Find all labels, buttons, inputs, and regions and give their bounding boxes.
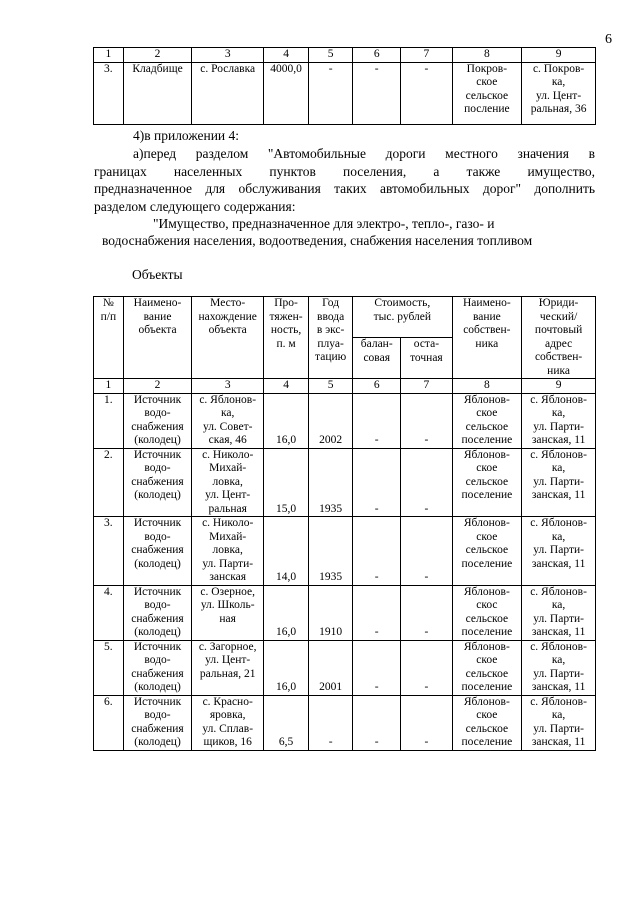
top-cell-rest: - <box>401 62 452 124</box>
cell-bal: - <box>353 640 401 695</box>
header-cost <box>353 297 452 338</box>
line: скос <box>476 599 498 611</box>
line: Источник <box>133 695 182 708</box>
table-row <box>94 585 596 640</box>
line: щиков, 16 <box>203 736 252 748</box>
col-number: 8 <box>452 379 522 394</box>
table-row <box>94 517 596 586</box>
top-col-2: 2 <box>123 48 192 63</box>
line: вание <box>143 310 172 323</box>
table-row <box>94 448 596 517</box>
line: ка, <box>220 407 235 419</box>
line: Источник <box>133 585 182 598</box>
table-row <box>94 640 596 695</box>
top-cell-owner <box>452 62 522 124</box>
line: ское <box>476 76 498 88</box>
line: снабжения <box>131 722 184 735</box>
cell-year: 1935 <box>309 517 353 586</box>
line: водо- <box>144 462 171 474</box>
line: сельское <box>465 475 509 488</box>
header-rest <box>401 338 452 379</box>
para-a-line-1: а)перед разделом "Автомобильные дороги местного значения в <box>133 146 595 161</box>
line: снабжения <box>131 612 184 625</box>
para-a-line-3: предназначенное для обслуживания таких автомобильных дорог" дополнить <box>94 181 595 196</box>
line: с. Яблонов- <box>530 640 587 653</box>
top-table-row <box>94 62 596 124</box>
line: сельское <box>465 612 509 625</box>
line: Про- <box>274 297 298 309</box>
top-cell-n: 3. <box>94 62 124 124</box>
page-number: 6 <box>605 32 612 47</box>
line: ул. Парти- <box>533 667 584 680</box>
header-bal <box>353 338 401 379</box>
cell-address <box>522 585 596 640</box>
line: Михай- <box>209 530 247 543</box>
cell-year: - <box>309 695 353 750</box>
line: ная <box>219 612 236 625</box>
line: ул. Парти- <box>533 420 584 433</box>
line: Стоимость, <box>374 297 431 309</box>
line: занская, 11 <box>531 626 586 638</box>
line: Юриди- <box>538 297 579 309</box>
line: вание <box>472 310 501 323</box>
cell-length: 16,0 <box>264 585 309 640</box>
line: занская, 11 <box>531 681 586 693</box>
cell-n: 5. <box>94 640 124 695</box>
top-cell-name: Кладбище <box>123 62 192 124</box>
cell-bal: - <box>353 517 401 586</box>
cell-name <box>123 517 192 586</box>
cell-address <box>522 448 596 517</box>
cell-year: 2002 <box>309 393 353 448</box>
line: собствен- <box>463 324 511 336</box>
top-col-4: 4 <box>264 48 309 63</box>
line: водо- <box>144 709 171 721</box>
line: ское <box>476 709 498 721</box>
line: поселение <box>461 736 513 748</box>
line: совая <box>363 351 390 364</box>
cell-rest: - <box>401 640 452 695</box>
line: с. Яблонов- <box>530 585 587 598</box>
line: поселение <box>461 626 513 638</box>
col-number: 1 <box>94 379 124 394</box>
header-address <box>522 297 596 379</box>
line: с. Красно- <box>202 695 253 708</box>
cell-n: 2. <box>94 448 124 517</box>
line: ность, <box>270 324 302 336</box>
line: сельское <box>465 89 509 102</box>
para-a-line-2: границах населенных пунктов поселения, а также имущество, <box>94 164 595 179</box>
line: ул. Школь- <box>200 599 255 611</box>
line: № <box>102 297 114 309</box>
line: ул. Цент- <box>205 489 251 501</box>
line: с. Загорное, <box>198 640 257 653</box>
col-number: 7 <box>401 379 452 394</box>
line: (колодец) <box>134 681 181 693</box>
line: ка, <box>551 530 566 543</box>
line: Яблонов- <box>463 448 510 461</box>
line: ул. Цент- <box>536 89 582 102</box>
header-n <box>94 297 124 379</box>
cell-name <box>123 393 192 448</box>
cell-bal: - <box>353 393 401 448</box>
col-number: 9 <box>522 379 596 394</box>
line: Яблонов- <box>463 585 510 598</box>
line: посление <box>464 103 510 115</box>
cell-location <box>192 640 264 695</box>
line: ул. Сплав- <box>202 722 254 735</box>
cell-owner <box>452 695 522 750</box>
top-col-6: 6 <box>353 48 401 63</box>
line: ральная, 36 <box>530 103 587 115</box>
line: ул. Парти- <box>533 544 584 556</box>
line: ул. Парти- <box>533 722 584 735</box>
line: ввода <box>317 310 345 323</box>
line: занская, 11 <box>531 434 586 446</box>
cell-location <box>192 448 264 517</box>
line: ральная, 21 <box>199 667 256 680</box>
top-col-1: 1 <box>94 48 124 63</box>
line: ул. Цент- <box>205 654 251 666</box>
top-table-header-row <box>94 48 596 63</box>
top-cell-length: 4000,0 <box>264 62 309 124</box>
cell-name <box>123 448 192 517</box>
line: ловка, <box>212 544 243 556</box>
line: ральная <box>208 502 247 515</box>
cell-length: 14,0 <box>264 517 309 586</box>
cell-owner <box>452 585 522 640</box>
line: оста- <box>413 338 440 350</box>
line: занская, 11 <box>531 557 586 570</box>
cell-location <box>192 585 264 640</box>
line: ка, <box>551 709 566 721</box>
cell-n: 3. <box>94 517 124 586</box>
cell-owner <box>452 448 522 517</box>
top-col-9: 9 <box>522 48 596 63</box>
line: адрес <box>544 337 573 350</box>
line: плуа- <box>317 337 344 350</box>
top-col-7: 7 <box>401 48 452 63</box>
line: ул. Парти- <box>202 557 254 570</box>
line: почтовый <box>534 324 583 336</box>
line: ское <box>476 462 498 474</box>
cell-location <box>192 517 264 586</box>
header-row-1 <box>94 297 596 338</box>
top-cell-year: - <box>309 62 353 124</box>
line: ческий/ <box>539 310 578 323</box>
line: ул. Совет- <box>202 420 253 433</box>
line: (колодец) <box>134 489 181 501</box>
line: ка, <box>551 462 566 474</box>
line: в экс- <box>316 324 345 336</box>
line: с. Николо- <box>202 517 254 529</box>
table-row <box>94 393 596 448</box>
cell-year: 1935 <box>309 448 353 517</box>
line: Яблонов- <box>463 640 510 653</box>
item-4: 4)в приложении 4: <box>133 128 240 143</box>
cell-rest: - <box>401 393 452 448</box>
cell-name <box>123 585 192 640</box>
line: нахождение <box>198 310 257 323</box>
line: Год <box>322 297 340 309</box>
line: с. Николо- <box>202 448 254 461</box>
cell-address <box>522 393 596 448</box>
col-number: 2 <box>123 379 192 394</box>
line: ское <box>476 654 498 666</box>
cell-length: 16,0 <box>264 393 309 448</box>
column-numbers-row <box>94 379 596 394</box>
line: ское <box>476 407 498 419</box>
line: тыс. рублей <box>373 310 432 323</box>
top-cell-location: с. Рославка <box>192 62 264 124</box>
cell-n: 1. <box>94 393 124 448</box>
line: водо- <box>144 530 171 543</box>
line: Михай- <box>209 462 247 474</box>
line: сельское <box>465 544 509 556</box>
line: ка, <box>551 407 566 419</box>
line: с. Яблонов- <box>530 393 587 406</box>
cell-rest: - <box>401 695 452 750</box>
line: снабжения <box>131 475 184 488</box>
quote-line-1: "Имущество, предназначенное для электро-, тепло-, газо- и <box>153 216 495 231</box>
line: яровка, <box>209 709 246 721</box>
line: ское <box>476 530 498 543</box>
line: с. Яблонов- <box>199 393 257 406</box>
objects-table <box>93 296 596 751</box>
line: занская <box>209 571 247 583</box>
line: Яблонов- <box>463 393 510 406</box>
line: Наимено- <box>133 297 182 309</box>
cell-n: 6. <box>94 695 124 750</box>
line: объекта <box>208 324 247 336</box>
line: Яблонов- <box>463 517 510 529</box>
table-row <box>94 695 596 750</box>
line: занская, 11 <box>531 736 586 748</box>
line: собствен- <box>534 351 583 363</box>
cell-owner <box>452 640 522 695</box>
line: водо- <box>144 407 171 419</box>
cell-location <box>192 695 264 750</box>
cell-rest: - <box>401 448 452 517</box>
header-year <box>309 297 353 379</box>
line: водо- <box>144 599 171 611</box>
cell-length: 15,0 <box>264 448 309 517</box>
line: Источник <box>133 448 182 461</box>
cell-year: 2001 <box>309 640 353 695</box>
line: поселение <box>461 681 513 693</box>
line: с. Яблонов- <box>530 517 587 529</box>
cell-address <box>522 640 596 695</box>
cell-rest: - <box>401 517 452 586</box>
line: (колодец) <box>134 736 181 748</box>
cell-owner <box>452 393 522 448</box>
line: (колодец) <box>134 557 181 570</box>
objects-heading: Объекты <box>132 267 183 282</box>
table-body <box>94 393 596 750</box>
cell-name <box>123 695 192 750</box>
line: снабжения <box>131 544 184 556</box>
line: Источник <box>133 640 182 653</box>
col-number: 5 <box>309 379 353 394</box>
cell-name <box>123 640 192 695</box>
header-length <box>264 297 309 379</box>
line: ка, <box>551 599 566 611</box>
line: точная <box>410 351 443 364</box>
line: объекта <box>138 324 177 336</box>
line: поселение <box>461 434 513 446</box>
line: снабжения <box>131 667 184 680</box>
line: водо- <box>144 654 171 666</box>
line: п. м <box>276 337 296 350</box>
cell-rest: - <box>401 585 452 640</box>
top-cell-address <box>522 62 596 124</box>
line: (колодец) <box>134 434 181 446</box>
line: сельское <box>465 667 509 680</box>
line: Наимено- <box>463 297 511 309</box>
line: п/п <box>100 310 117 323</box>
line: тацию <box>315 351 347 363</box>
cell-length: 6,5 <box>264 695 309 750</box>
line: поселение <box>461 557 513 570</box>
line: сельское <box>465 420 509 433</box>
header-location <box>192 297 264 379</box>
line: с. Яблонов- <box>530 695 587 708</box>
line: тяжен- <box>269 310 303 323</box>
line: Место- <box>210 297 246 309</box>
line: Покров- <box>466 62 508 75</box>
line: Яблонов- <box>463 695 510 708</box>
top-cell-bal: - <box>353 62 401 124</box>
line: ника <box>547 364 570 377</box>
line: сельское <box>465 722 509 735</box>
cell-location <box>192 393 264 448</box>
line: Источник <box>133 393 182 406</box>
top-col-5: 5 <box>309 48 353 63</box>
cell-n: 4. <box>94 585 124 640</box>
header-name <box>123 297 192 379</box>
cell-bal: - <box>353 448 401 517</box>
line: ловка, <box>212 475 243 488</box>
cell-bal: - <box>353 695 401 750</box>
line: с. Яблонов- <box>530 448 587 461</box>
line: ул. Парти- <box>533 612 584 625</box>
header-owner <box>452 297 522 379</box>
line: (колодец) <box>134 626 181 638</box>
para-a-line-4: разделом следующего содержания: <box>94 199 296 214</box>
cell-bal: - <box>353 585 401 640</box>
line: ка, <box>551 654 566 666</box>
line: ская, 46 <box>208 434 247 446</box>
line: с. Озерное, <box>200 585 255 598</box>
cell-address <box>522 517 596 586</box>
line: с. Покров- <box>532 62 585 75</box>
line: балан- <box>360 338 393 350</box>
col-number: 4 <box>264 379 309 394</box>
col-number: 3 <box>192 379 264 394</box>
cell-length: 16,0 <box>264 640 309 695</box>
line: Источник <box>133 517 182 529</box>
col-number: 6 <box>353 379 401 394</box>
top-col-8: 8 <box>452 48 522 63</box>
quote-line-2: водоснабжения населения, водоотведения, снабжения населения топливом <box>102 233 533 248</box>
line: поселение <box>461 489 513 501</box>
line: снабжения <box>131 420 184 433</box>
line: ника <box>475 337 499 350</box>
line: ка, <box>551 76 566 88</box>
cell-address <box>522 695 596 750</box>
line: ул. Парти- <box>533 475 584 488</box>
cell-year: 1910 <box>309 585 353 640</box>
top-table <box>93 47 596 125</box>
top-col-3: 3 <box>192 48 264 63</box>
cell-owner <box>452 517 522 586</box>
line: занская, 11 <box>531 489 586 501</box>
